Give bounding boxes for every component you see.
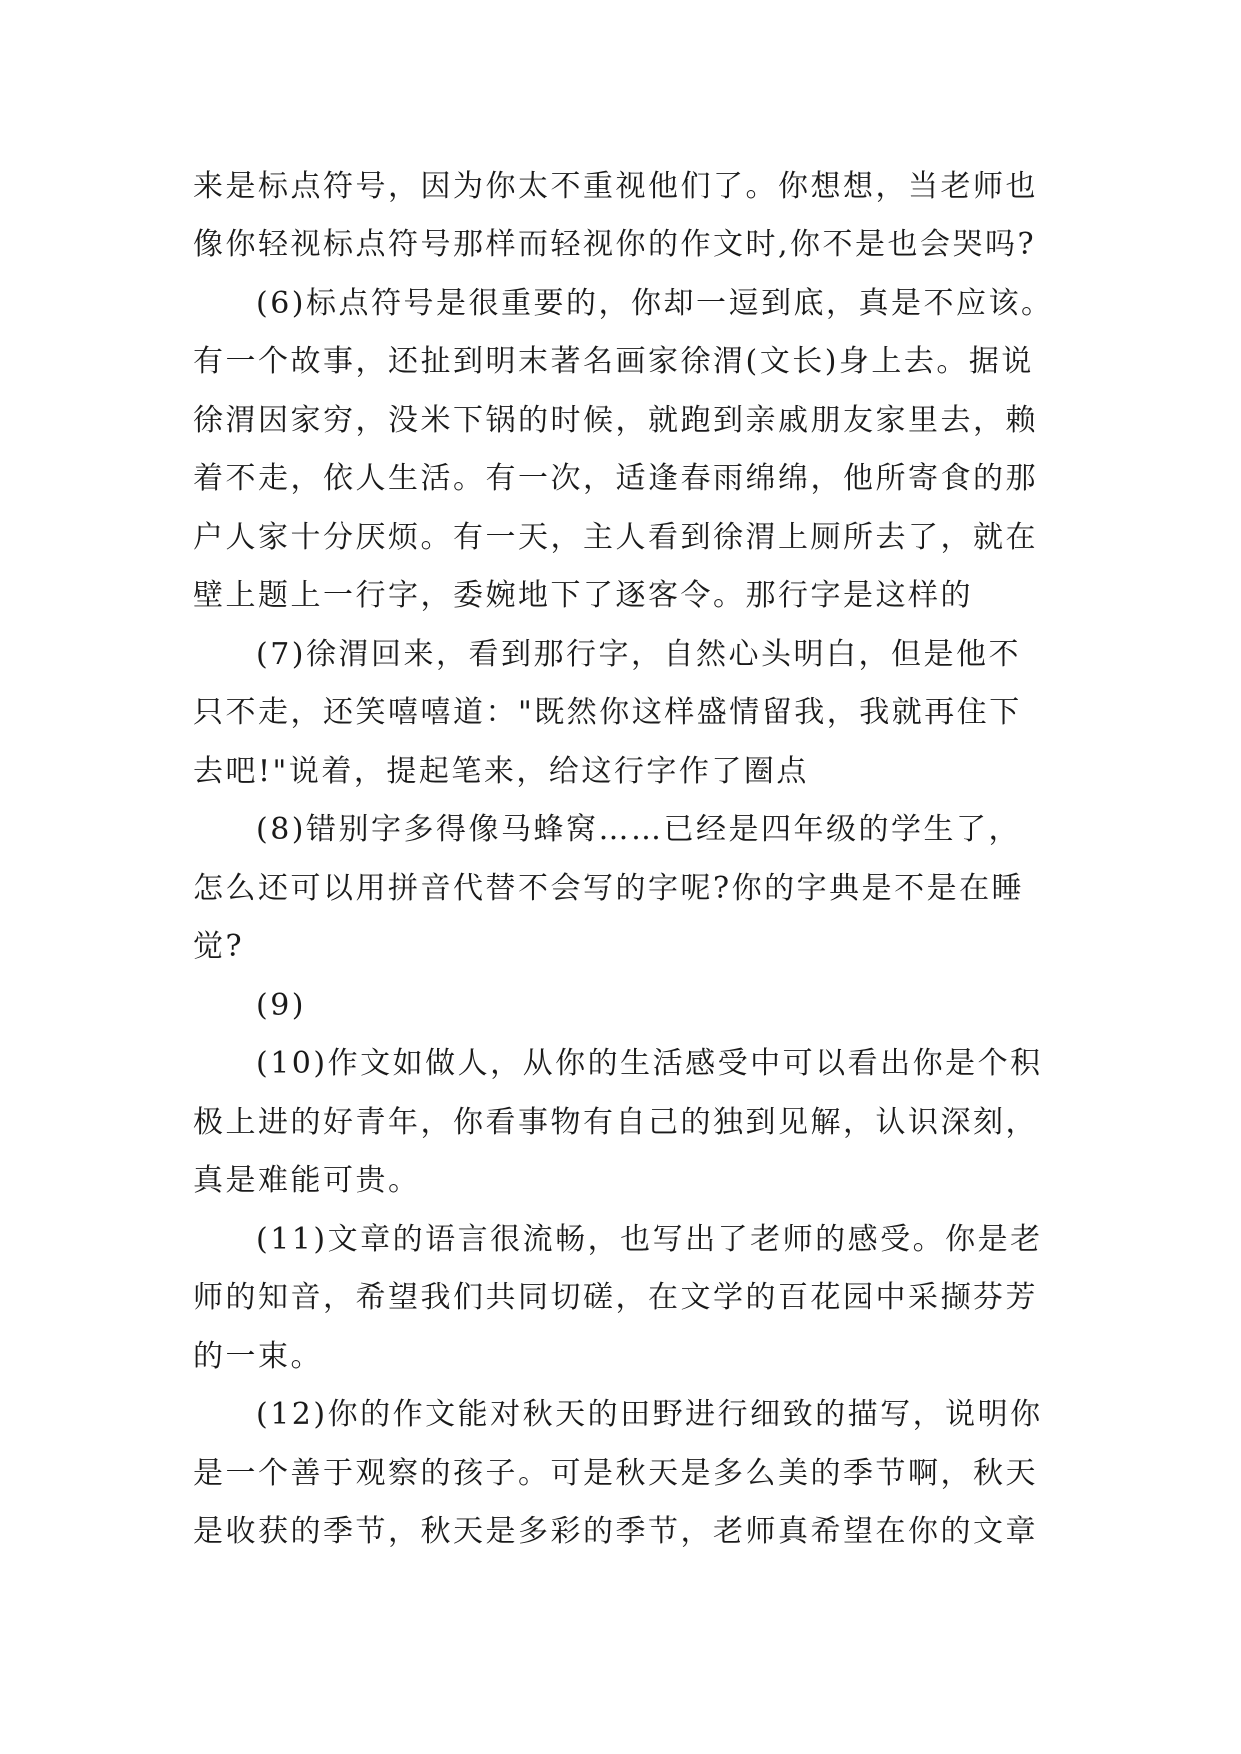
paragraph-8-start: (8)错别字多得像马蜂窝……已经是四年级的学生了， [256,812,1021,847]
text-line: 是收获的季节，秋天是多彩的季节，老师真希望在你的文章 [193,1514,1038,1549]
text-line: 去吧!"说着，提起笔来，给这行字作了圈点 [193,754,809,789]
text-line: 的一束。 [193,1339,323,1374]
text-line: 像你轻视标点符号那样而轻视你的作文时,你不是也会哭吗? [193,227,1037,262]
text-line: 户人家十分厌烦。有一天，主人看到徐渭上厕所去了，就在 [193,520,1038,555]
text-line: 着不走，依人生活。有一次，适逢春雨绵绵，他所寄食的那 [193,461,1038,496]
text-line: 怎么还可以用拼音代替不会写的字呢?你的字典是不是在睡 [193,871,1025,906]
text-line: 只不走，还笑嘻嘻道："既然你这样盛情留我，我就再住下 [193,695,1022,730]
text-line: 真是难能可贵。 [193,1163,421,1198]
text-line: 来是标点符号，因为你太不重视他们了。你想想，当老师也 [193,169,1038,204]
text-line: 极上进的好青年，你看事物有自己的独到见解，认识深刻， [193,1105,1038,1140]
paragraph-7-start: (7)徐渭回来，看到那行字，自然心头明白，但是他不 [256,637,1021,672]
text-line: 是一个善于观察的孩子。可是秋天是多么美的季节啊，秋天 [193,1456,1038,1491]
text-line: 徐渭因家穷，没米下锅的时候，就跑到亲戚朋友家里去，赖 [193,403,1038,438]
paragraph-6-start: (6)标点符号是很重要的，你却一逗到底，真是不应该。 [256,286,1054,321]
paragraph-12-start: (12)你的作文能对秋天的田野进行细致的描写，说明你 [256,1397,1043,1432]
text-line: 壁上题上一行字，委婉地下了逐客令。那行字是这样的 [193,578,973,613]
text-line: 师的知音，希望我们共同切磋，在文学的百花园中采撷芬芳 [193,1280,1038,1315]
text-line: 有一个故事，还扯到明末著名画家徐渭(文长)身上去。据说 [193,344,1034,379]
paragraph-9: (9) [256,988,306,1023]
paragraph-10-start: (10)作文如做人，从你的生活感受中可以看出你是个积 [256,1046,1043,1081]
paragraph-11-start: (11)文章的语言很流畅，也写出了老师的感受。你是老 [256,1222,1043,1257]
text-line: 觉? [193,929,245,964]
